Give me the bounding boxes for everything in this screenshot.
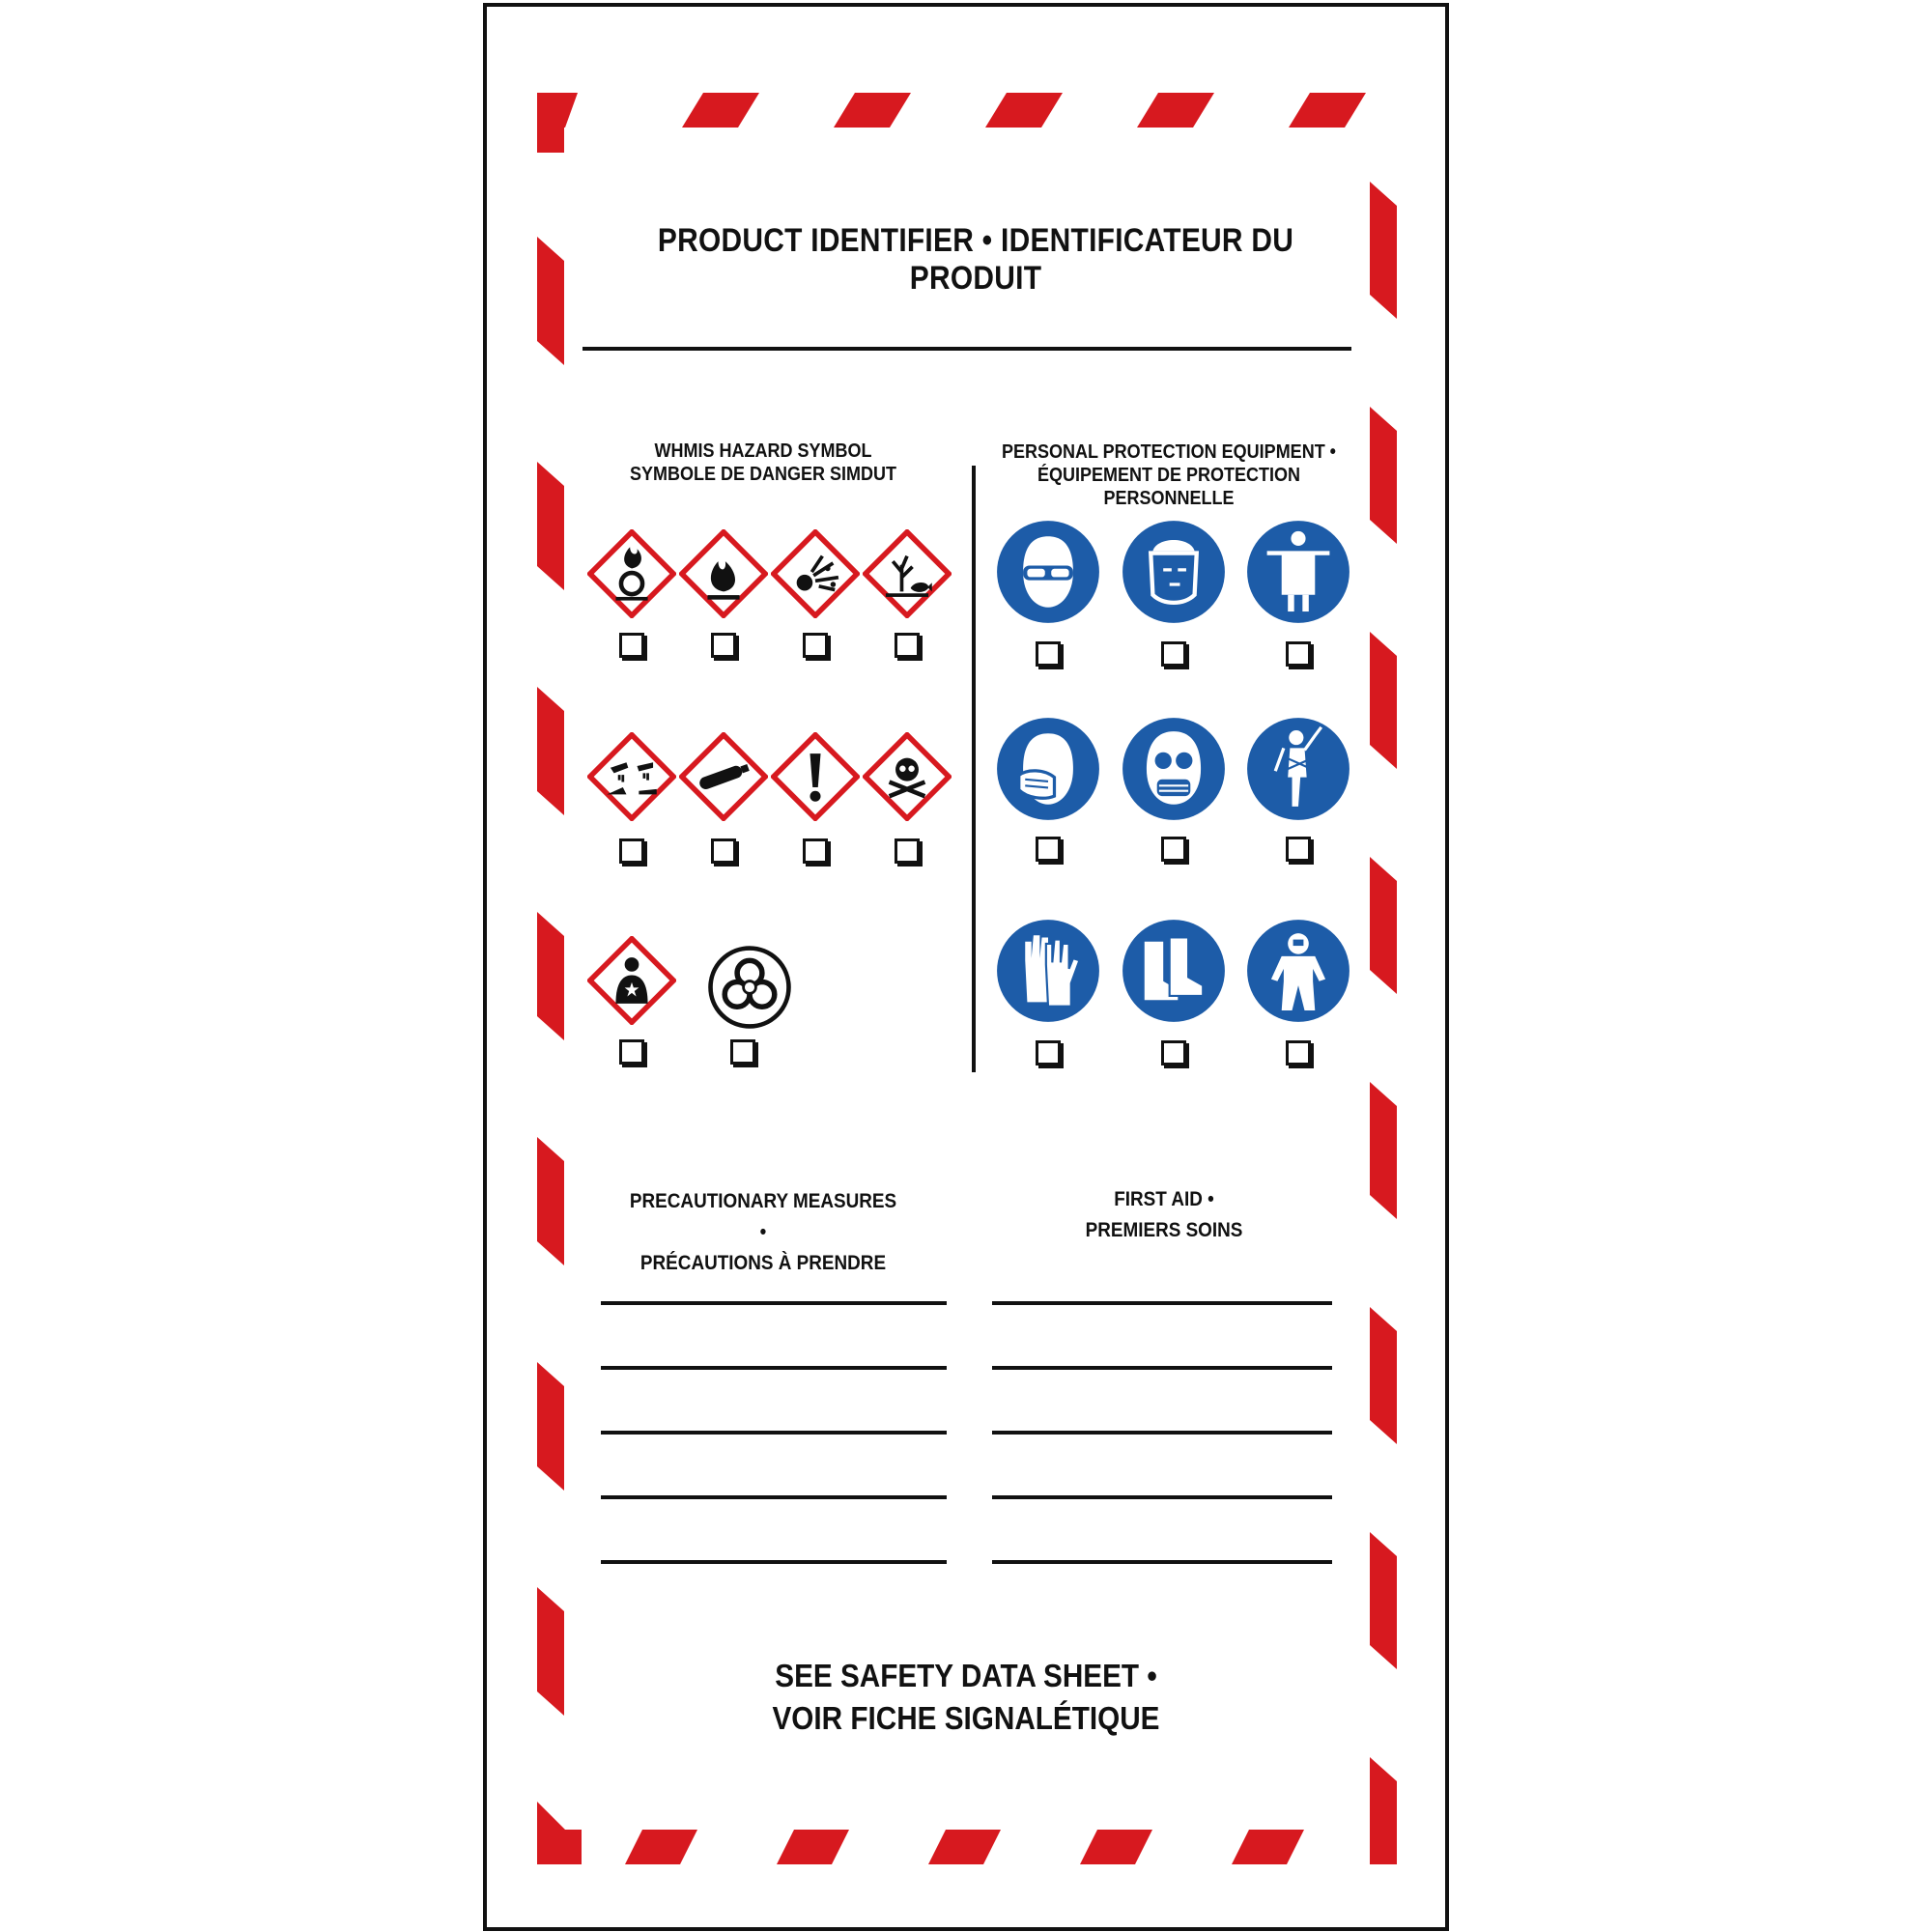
first-aid-line[interactable]: [992, 1560, 1332, 1564]
whmis-checkbox-biohazard[interactable]: [730, 1039, 755, 1065]
safety-goggles-icon: [996, 520, 1100, 624]
protective-suit-icon: [1246, 919, 1350, 1023]
whmis-checkbox-health-hazard[interactable]: [619, 1039, 644, 1065]
corrosion-icon: [587, 732, 676, 821]
whmis-checkbox-gas-cylinder[interactable]: [711, 838, 736, 864]
health-hazard-icon: [587, 936, 676, 1025]
respirator-icon: [1122, 717, 1226, 821]
first-aid-heading-fr: PREMIERS SOINS: [1085, 1219, 1243, 1241]
skull-crossbones-icon: [863, 732, 952, 821]
whmis-checkbox-skull-crossbones[interactable]: [895, 838, 920, 864]
ppe-checkbox-safety-harness[interactable]: [1286, 837, 1311, 862]
whmis-checkbox-exclamation-mark[interactable]: [803, 838, 828, 864]
exclamation-mark-icon: [771, 732, 860, 821]
precautionary-line[interactable]: [601, 1366, 947, 1370]
ppe-heading-en: PERSONAL PROTECTION EQUIPMENT •: [1001, 441, 1336, 463]
first-aid-heading: [1056, 1184, 1273, 1246]
ppe-heading-fr: ÉQUIPEMENT DE PROTECTION PERSONNELLE: [1037, 465, 1301, 509]
face-shield-icon: [1122, 520, 1226, 624]
ppe-checkbox-safety-goggles[interactable]: [1036, 641, 1061, 667]
first-aid-heading-en: FIRST AID •: [1114, 1188, 1214, 1210]
product-identifier-field[interactable]: [582, 347, 1351, 351]
safety-harness-icon: [1246, 717, 1350, 821]
whmis-heading-fr: SYMBOLE DE DANGER SIMDUT: [629, 464, 897, 485]
flame-icon: [679, 529, 768, 618]
first-aid-line[interactable]: [992, 1431, 1332, 1435]
precautionary-heading: [624, 1186, 902, 1279]
whmis-checkbox-environment[interactable]: [895, 633, 920, 658]
whmis-heading: [624, 440, 902, 486]
flame-over-circle-icon: [587, 529, 676, 618]
precautionary-line[interactable]: [601, 1301, 947, 1305]
gloves-icon: [996, 919, 1100, 1023]
ppe-heading: [995, 440, 1343, 510]
ppe-checkbox-apron[interactable]: [1286, 641, 1311, 667]
ppe-checkbox-dust-mask[interactable]: [1036, 837, 1061, 862]
whmis-heading-en: WHMIS HAZARD SYMBOL: [654, 440, 872, 462]
ppe-checkbox-respirator[interactable]: [1161, 837, 1186, 862]
biohazard-icon: [705, 943, 794, 1032]
dust-mask-icon: [996, 717, 1100, 821]
precautionary-heading-en: PRECAUTIONARY MEASURES •: [629, 1190, 897, 1243]
environment-icon: [863, 529, 952, 618]
first-aid-line[interactable]: [992, 1301, 1332, 1305]
gas-cylinder-icon: [679, 732, 768, 821]
exploding-bomb-icon: [771, 529, 860, 618]
footer-line-en: SEE SAFETY DATA SHEET •: [775, 1658, 1157, 1693]
first-aid-line[interactable]: [992, 1366, 1332, 1370]
precautionary-line[interactable]: [601, 1560, 947, 1564]
section-divider: [972, 466, 976, 1072]
precautionary-line[interactable]: [601, 1495, 947, 1499]
footer-line-fr: VOIR FICHE SIGNALÉTIQUE: [772, 1700, 1160, 1736]
ppe-checkbox-gloves[interactable]: [1036, 1040, 1061, 1065]
precautionary-line[interactable]: [601, 1431, 947, 1435]
ppe-checkbox-protective-suit[interactable]: [1286, 1040, 1311, 1065]
whmis-checkbox-corrosion[interactable]: [619, 838, 644, 864]
product-identifier-heading: PRODUCT IDENTIFIER • IDENTIFICATEUR DU PRODUIT: [657, 222, 1294, 297]
apron-icon: [1246, 520, 1350, 624]
whmis-checkbox-exploding-bomb[interactable]: [803, 633, 828, 658]
ppe-checkbox-face-shield[interactable]: [1161, 641, 1186, 667]
precautionary-heading-fr: PRÉCAUTIONS À PRENDRE: [639, 1252, 887, 1274]
whmis-checkbox-flame-over-circle[interactable]: [619, 633, 644, 658]
whmis-checkbox-flame[interactable]: [711, 633, 736, 658]
first-aid-line[interactable]: [992, 1495, 1332, 1499]
ppe-checkbox-safety-boots[interactable]: [1161, 1040, 1186, 1065]
safety-boots-icon: [1122, 919, 1226, 1023]
safety-data-sheet-notice: [705, 1655, 1227, 1740]
